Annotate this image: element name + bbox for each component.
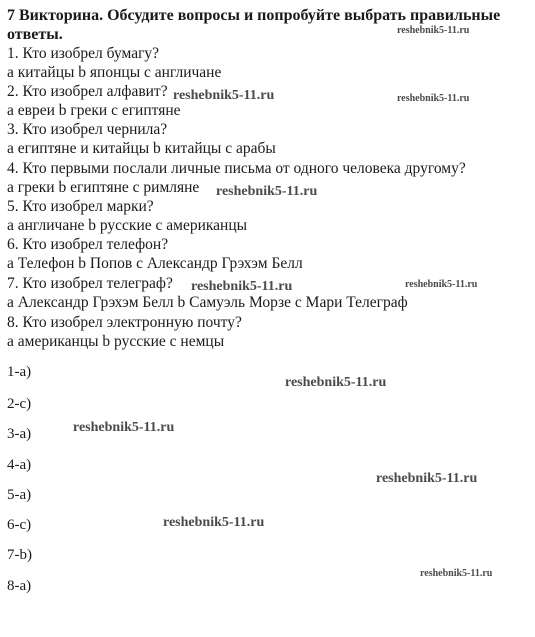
question-1: 1. Кто изобрел бумагу? [7,45,160,62]
question-2: 2. Кто изобрел алфавит? [7,83,168,100]
answer-6: 6-c) [7,517,32,533]
answer-5: 5-a) [7,487,32,503]
question-8: 8. Кто изобрел электронную почту? [7,314,242,331]
watermark: reshebnik5-11.ru [405,279,478,290]
answer-3: 3-a) [7,426,32,442]
question-6: 6. Кто изобрел телефон? [7,236,169,253]
answer-8: 8-a) [7,578,32,594]
watermark: reshebnik5-11.ru [420,568,493,579]
question-3: 3. Кто изобрел чернила? [7,121,168,138]
options-5: a англичане b русские c американцы [7,217,248,234]
options-3: a египтяне и китайцы b китайцы c арабы [7,140,276,157]
options-8: a американцы b русские c немцы [7,333,225,350]
answer-1: 1-a) [7,364,32,380]
options-7: a Александр Грэхэм Белл b Самуэль Морзе c Мари Телеграф [7,294,408,311]
watermark: reshebnik5-11.ru [397,25,470,36]
options-1: a китайцы b японцы c англичане [7,64,222,81]
options-2: a евреи b греки c египтяне [7,102,181,119]
answer-4: 4-a) [7,457,32,473]
watermark: reshebnik5-11.ru [376,471,478,486]
watermark: reshebnik5-11.ru [285,375,387,390]
question-4: 4. Кто первыми послали личные письма от одного человека другому? [7,160,466,177]
question-7: 7. Кто изобрел телеграф? [7,275,173,292]
watermark: reshebnik5-11.ru [163,515,265,530]
exercise-title: 7 Викторина. Обсудите вопросы и попробуйте выбрать правильные ответы. [7,7,501,43]
watermark: reshebnik5-11.ru [173,88,275,103]
options-4: a греки b египтяне c римляне [7,179,200,196]
question-5: 5. Кто изобрел марки? [7,198,154,215]
answer-7: 7-b) [7,547,32,563]
watermark: reshebnik5-11.ru [397,93,470,104]
options-6: a Телефон b Попов c Александр Грэхэм Белл [7,255,303,272]
watermark: reshebnik5-11.ru [216,184,318,199]
answer-2: 2-c) [7,396,32,412]
watermark: reshebnik5-11.ru [73,420,175,435]
watermark: reshebnik5-11.ru [191,279,293,294]
